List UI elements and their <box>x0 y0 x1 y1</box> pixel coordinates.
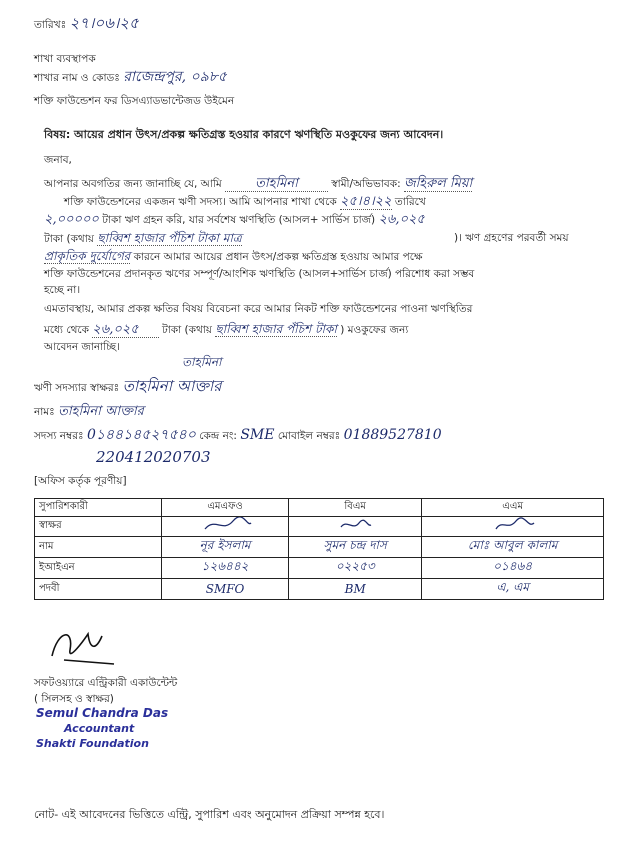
table-cell: নূর ইসলাম <box>162 537 289 558</box>
date-label: তারিখঃ <box>34 19 67 31</box>
row-label: স্বাক্ষর <box>35 517 162 537</box>
loan-balance: ২৬,০২৫ <box>378 212 425 227</box>
row-label: নাম <box>35 537 162 558</box>
date-line <box>34 16 139 32</box>
accountant-label: সফটওয়্যারে এন্ট্রিকারী একাউন্টেন্ট <box>34 677 178 689</box>
para2-text: ) মওকুফের জন্য <box>340 324 409 336</box>
table-cell: ০১৪৬৪ <box>422 558 604 579</box>
para1-text: তারিখে <box>394 196 426 208</box>
table-cell: BM <box>289 579 422 600</box>
waive-words: ছাব্বিশ হাজার পঁচিশ টাকা <box>215 322 337 336</box>
name-value: তাহমিনা আক্তার <box>58 404 144 419</box>
para1-text: টাকা ঋণ গ্রহন করি, যার সর্বশেষ ঋণস্থিতি (আসল+ সার্ভিস চার্জ) <box>102 214 376 226</box>
header-cell: বিএম <box>289 499 422 517</box>
table-cell: সুমন চন্দ্র দাস <box>289 537 422 558</box>
para1-line3 <box>44 213 425 227</box>
salutation: জনাব, <box>44 154 72 166</box>
table-row <box>35 537 604 558</box>
table-cell: ১২৬৪৪২ <box>162 558 289 579</box>
table-row <box>35 558 604 579</box>
table-cell: ০২২৫৩ <box>289 558 422 579</box>
branch-value: রাজেন্দ্রপুর, ০৯৮৫ <box>123 69 227 85</box>
para2-line1: এমতাবস্থায়, আমার প্রকল্প ক্ষতির বিষয় বিবেচনা করে আমার নিকট শক্তি ফাউন্ডেশনের পাওনা ঋণস্থিতির <box>44 303 473 315</box>
center-number: SME <box>240 427 275 443</box>
table-cell: এ, এম <box>422 579 604 600</box>
para1-line4b: )। ঋণ গ্রহণের পরবর্তী সময় <box>454 232 569 244</box>
cause: প্রাকৃতিক দুর্যোগের <box>44 249 131 263</box>
waive-amount: ২৬,০২৫ <box>92 322 158 338</box>
member-name: তাহমিনা <box>225 176 328 192</box>
member-number: 0১৪৪১৪৫২৭৫৪০ <box>86 427 196 443</box>
member-signature: তাহমিনা আক্তার <box>122 377 222 395</box>
para1-line4 <box>44 231 242 246</box>
stamp-org: Shakti Foundation <box>36 737 149 750</box>
balance-words: ছাব্বিশ হাজার পঁচিশ টাকা মাত্র <box>97 231 242 245</box>
para1-line7: হচ্ছে না। <box>44 284 81 296</box>
header-cell: এএম <box>422 499 604 517</box>
table-header-row <box>35 499 604 517</box>
table-cell: SMFO <box>162 579 289 600</box>
guardian-label: স্বামী/অভিভাবক: <box>331 178 401 190</box>
branch-line <box>34 70 227 85</box>
member-label: সদস্য নম্বরঃ <box>34 430 84 442</box>
mobile-number: 01889527810 <box>343 427 442 443</box>
accountant-signature <box>44 620 124 670</box>
accountant-seal-label: ( সিলসহ ও স্বাক্ষর) <box>34 693 114 705</box>
stamp-name: Semul Chandra Das <box>36 706 169 720</box>
name-label: নামঃ <box>34 406 55 418</box>
branch-manager: শাখা ব্যবস্থাপক <box>34 53 96 65</box>
para1-text: টাকা (কথায় <box>44 233 94 245</box>
table-row <box>35 517 604 537</box>
row-label: পদবী <box>35 579 162 600</box>
table-cell: মোঃ আবুল কালাম <box>422 537 604 558</box>
header-cell: সুপারিশকারী <box>35 499 162 517</box>
guardian-name: জহিরুল মিয়া <box>403 176 473 191</box>
signature-label: ঋণী সদস্যার স্বাক্ষরঃ <box>34 382 120 394</box>
signature-mark <box>162 517 289 537</box>
mobile-label: মোবাইল নম্বরঃ <box>277 430 341 442</box>
org-line: শক্তি ফাউন্ডেশন ফর ডিসএ্যাডভান্টেজড উইমেন <box>34 95 235 107</box>
name-line <box>34 405 144 419</box>
center-label: কেন্দ্র নং: <box>199 430 237 442</box>
office-label: [অফিস কর্তৃক পূরণীয়] <box>34 475 127 487</box>
signature-line <box>34 379 222 395</box>
para1-text: শক্তি ফাউন্ডেশনের একজন ঋণী সদস্য। আমি আপনার শাখা থেকে <box>64 196 337 208</box>
para1-line5 <box>44 249 423 264</box>
row-label: ইআইএন <box>35 558 162 579</box>
subject: বিষয়: আয়ের প্রধান উৎস/প্রকল্প ক্ষতিগ্রস্ত হওয়ার কারণে ঋণস্থিতি মওকুফের জন্য আবেদন। <box>44 128 444 141</box>
date-value: ২৭।০৬।২৫ <box>69 14 139 32</box>
para2-line2 <box>44 322 408 337</box>
para2-line3: আবেদন জানাচ্ছি। <box>44 341 120 353</box>
para2-text: মধ্যে থেকে <box>44 324 89 336</box>
header-cell: এমএফও <box>162 499 289 517</box>
recommendation-table <box>34 498 604 600</box>
stamp-title: Accountant <box>64 722 135 735</box>
para2-text: টাকা (কথায় <box>162 324 212 336</box>
branch-label: শাখার নাম ও কোডঃ <box>34 72 120 84</box>
extra-number: 220412020703 <box>96 448 211 466</box>
table-row <box>35 579 604 600</box>
note: নোট- এই আবেদনের ভিত্তিতে এন্ট্রি, সুপারিশ এবং অনুমোদন প্রক্রিয়া সম্পন্ন হবে। <box>34 808 385 821</box>
member-signature-top: তাহমিনা <box>182 355 222 369</box>
loan-date: ২৫।৪।২২ <box>340 194 392 209</box>
para1-text: কারনে আমার আয়ের প্রধান উৎস/প্রকল্প ক্ষতিগ্রস্ত হওয়ায় আমার পক্ষে <box>133 251 423 263</box>
para1-text: আপনার অবগতির জন্য জানাচ্ছি যে, আমি <box>44 178 222 190</box>
signature-mark <box>422 517 604 537</box>
para1-line2 <box>64 195 426 209</box>
para1-line1 <box>44 177 604 191</box>
member-line <box>34 428 442 443</box>
signature-mark <box>289 517 422 537</box>
loan-amount: ২,০০০০০ <box>44 212 99 227</box>
para1-line6: শক্তি ফাউন্ডেশনের প্রদানকৃত ঋণের সম্পূর্ণ/আংশিক ঋণস্থিতি (আসল+সার্ভিস চার্জ) পরিশোধ করা সম্ভব <box>44 268 475 280</box>
